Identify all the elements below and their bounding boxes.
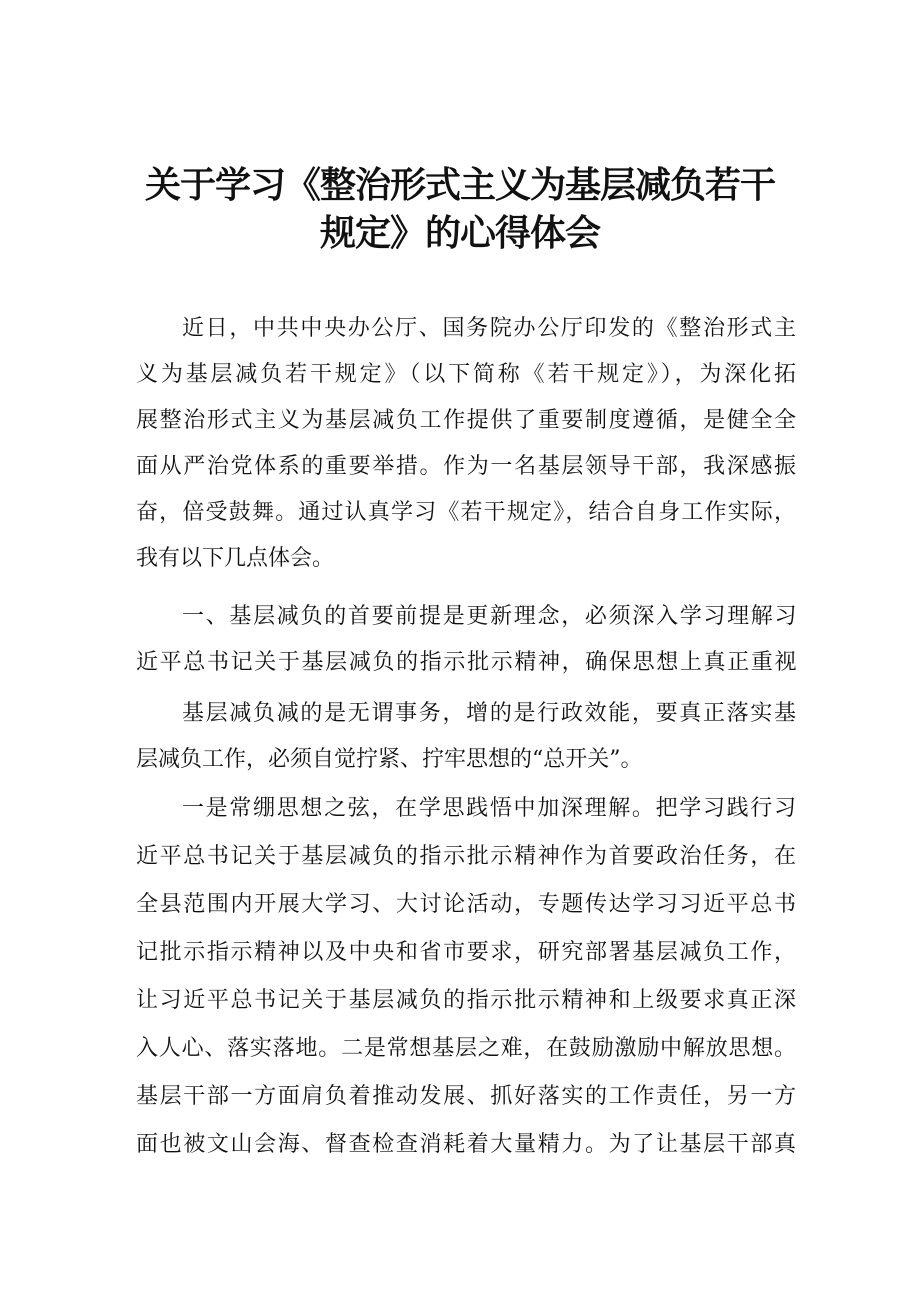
paragraph-2-line-1: 基层减负减的是无谓事务，增的是行政效能，要真正落实基: [182, 701, 796, 726]
paragraph-3-line-1: 一是常绷思想之弦，在学思践悟中加深理解。把学习践行习: [182, 796, 796, 821]
paragraph-1-line-1: 近日，中共中央办公厅、国务院办公厅印发的《整治形式主: [182, 316, 796, 341]
paragraph-3-line-6: 入人心、落实落地。二是常想基层之难，在鼓励激励中解放思想。: [136, 1036, 796, 1061]
paragraph-1-line-2: 义为基层减负若干规定》（以下简称《若干规定》），为深化拓: [136, 362, 796, 387]
paragraph-2-line-2: 层减负工作，必须自觉拧紧、拧牢思想的“总开关”。: [136, 747, 643, 772]
paragraph-1-line-5: 奋，倍受鼓舞。通过认真学习《若干规定》，结合自身工作实际，: [136, 500, 796, 525]
paragraph-3-line-3: 全县范围内开展大学习、大讨论活动，专题传达学习习近平总书: [136, 892, 796, 917]
section-heading-1-line-2: 近平总书记关于基层减负的指示批示精神，确保思想上真正重视: [136, 650, 796, 675]
paragraph-3-line-2: 近平总书记关于基层减负的指示批示精神作为首要政治任务，在: [136, 844, 796, 869]
section-heading-1-line-1: 一、基层减负的首要前提是更新理念，必须深入学习理解习: [182, 604, 796, 629]
document-title-line-1: 关于学习《整治形式主义为基层减负若干: [144, 165, 775, 206]
paragraph-1-line-4: 面从严治党体系的重要举措。作为一名基层领导干部，我深感振: [136, 454, 796, 479]
paragraph-3-line-7: 基层干部一方面肩负着推动发展、抓好落实的工作责任，另一方: [136, 1084, 796, 1109]
document-title-line-2: 规定》的心得体会: [319, 213, 600, 254]
paragraph-3-line-4: 记批示指示精神以及中央和省市要求，研究部署基层减负工作，: [136, 940, 796, 965]
paragraph-3-line-8: 面也被文山会海、督查检查消耗着大量精力。为了让基层干部真: [136, 1132, 796, 1157]
paragraph-1-line-3: 展整治形式主义为基层减负工作提供了重要制度遵循，是健全全: [136, 408, 796, 433]
paragraph-3-line-5: 让习近平总书记关于基层减负的指示批示精神和上级要求真正深: [136, 988, 796, 1013]
paragraph-1-line-6: 我有以下几点体会。: [136, 546, 335, 571]
